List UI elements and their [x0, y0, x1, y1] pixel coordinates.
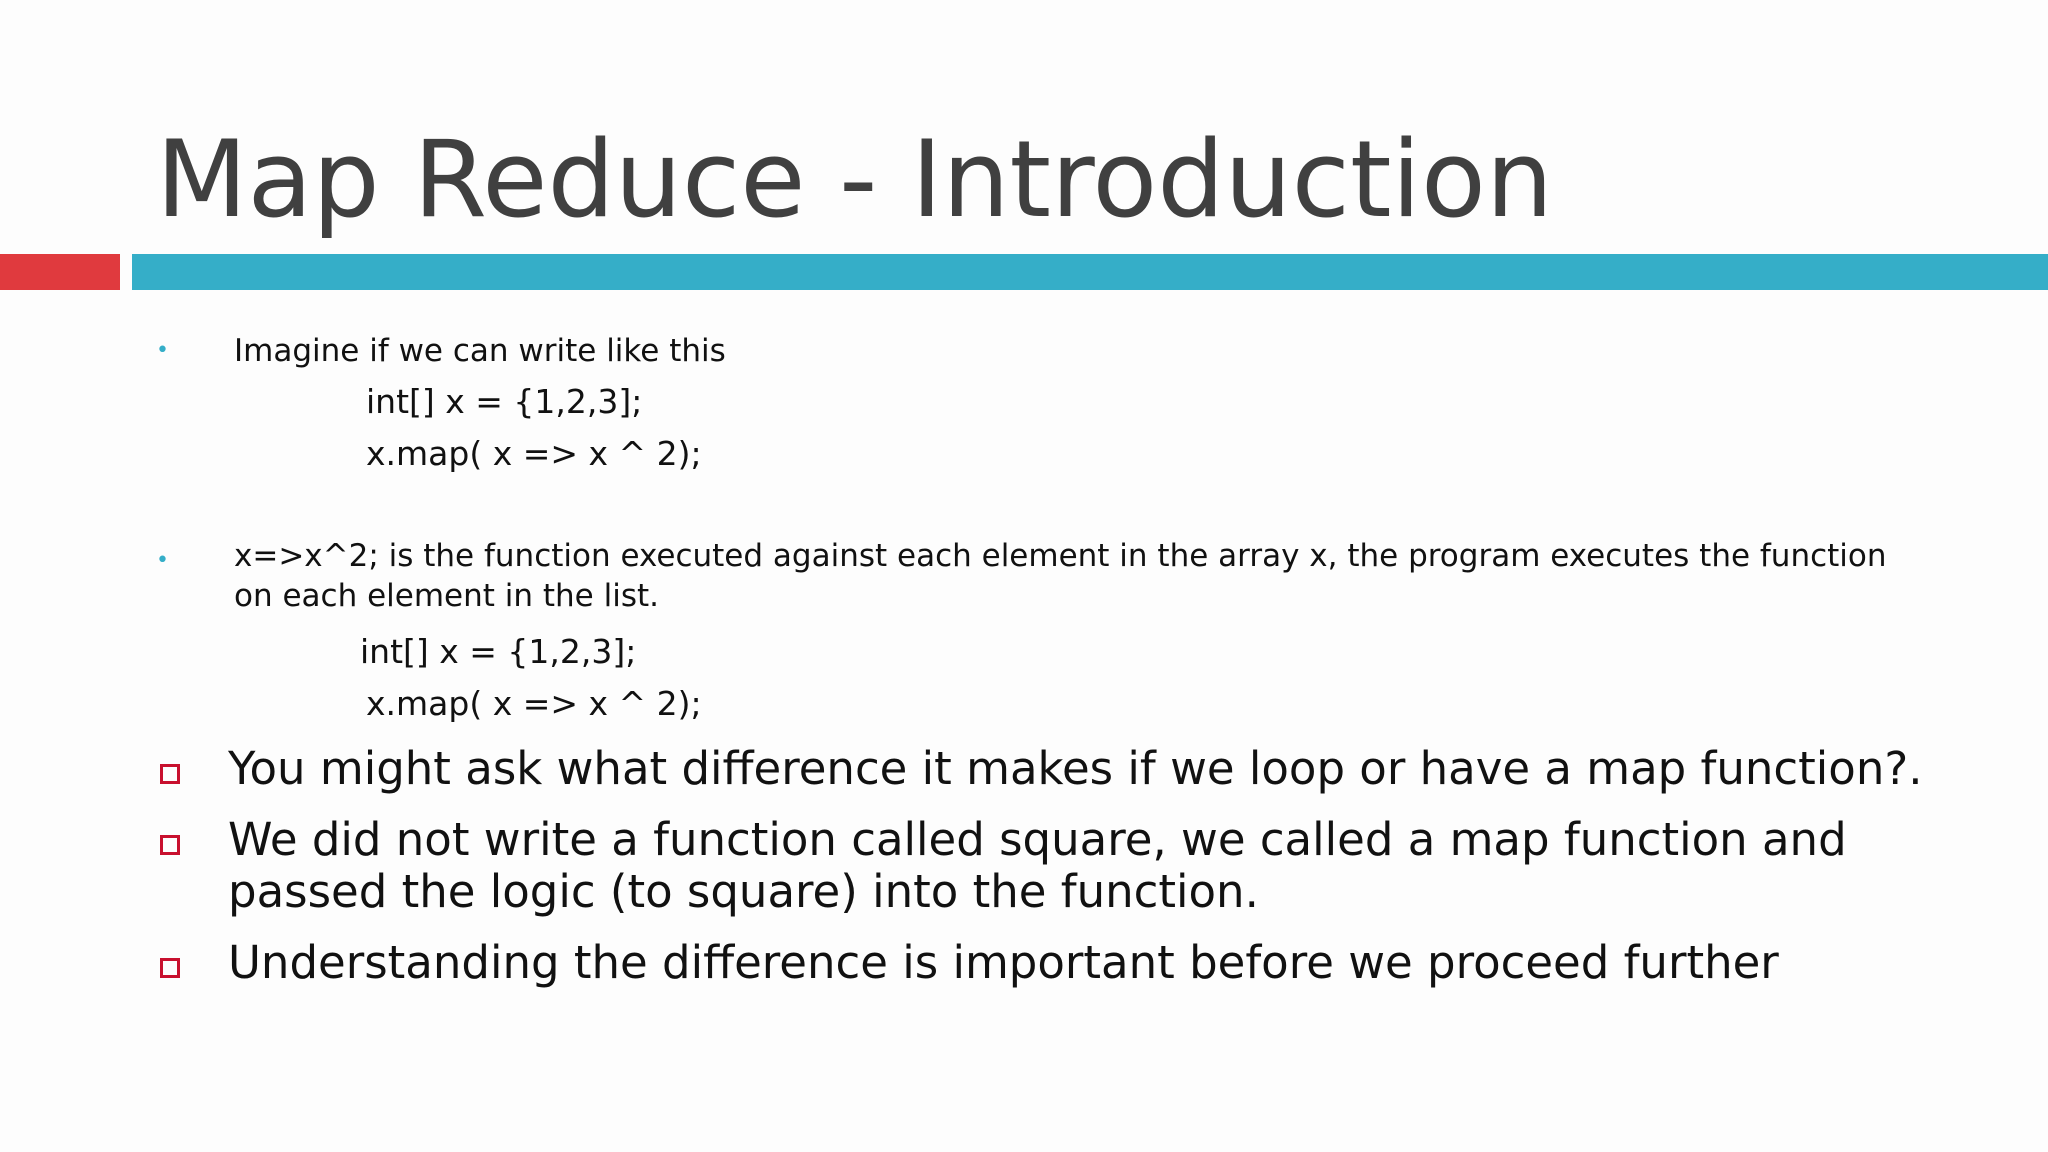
point-text: We did not write a function called square, we called a map function and [228, 813, 1847, 866]
code-line: x.map( x => x ^ 2); [366, 684, 702, 723]
square-bullet-icon [160, 835, 180, 855]
bullet-dot-icon: • [156, 338, 169, 363]
slide-title: Map Reduce - Introduction [156, 118, 1553, 241]
accent-bar-teal [132, 254, 2048, 290]
code-line: int[] x = {1,2,3]; [366, 382, 643, 421]
point-text: You might ask what difference it makes if we loop or have a map function?. [228, 742, 1923, 795]
square-bullet-icon [160, 764, 180, 784]
bullet-text: Imagine if we can write like this [234, 333, 726, 369]
point-text: Understanding the difference is important before we proceed further [228, 936, 1779, 989]
bullet-text: x=>x^2; is the function executed against each element in the array x, the program executes the function on each element in the list. [234, 538, 1887, 614]
point-text-continued: passed the logic (to square) into the function. [228, 865, 1259, 918]
accent-bar-red [0, 254, 120, 290]
code-line: int[] x = {1,2,3]; [360, 632, 637, 671]
bullet-dot-icon: • [156, 548, 169, 573]
square-bullet-icon [160, 958, 180, 978]
code-line: x.map( x => x ^ 2); [366, 434, 702, 473]
